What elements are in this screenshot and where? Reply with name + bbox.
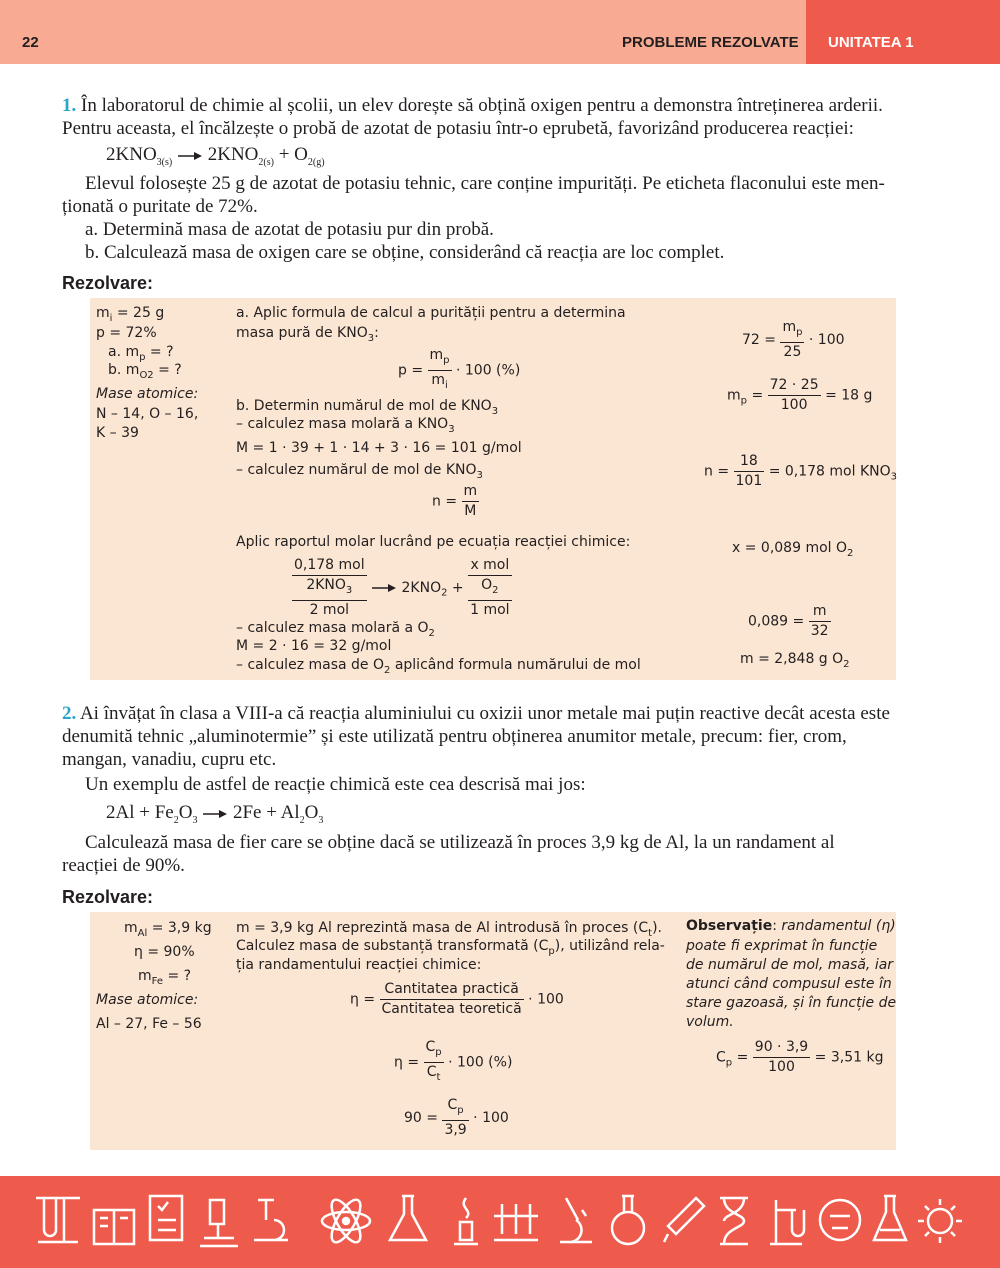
result-cp: $C_p$ = $\frac{90 \cdot 3,9}{100}$ = 3,51 kg bbox=[716, 1039, 884, 1075]
result-pure-mass: $m_p$ = $\frac{72 \cdot 25}{100}$ = 18 g bbox=[727, 377, 873, 413]
step-b-line4: – calculez numărul de mol de $KNO_3$ bbox=[236, 462, 483, 481]
task-a: a. Determină masa de azotat de potasiu pur din probă. bbox=[85, 219, 494, 240]
step-a-line2: masa pură de $KNO_3$: bbox=[236, 325, 379, 344]
observation-line4: atunci când compusul este în bbox=[686, 976, 892, 992]
atomic-masses-label-2: Mase atomice: bbox=[96, 992, 199, 1008]
question-fe: $m_{Fe}$ = ? bbox=[138, 968, 192, 987]
reaction-equation-2: $2Al + Fe_2O_3$ $2Fe + Al_2O_3$ bbox=[106, 802, 324, 826]
problem2-line2: denumită tehnic „aluminotermie” și este utilizată pentru obținerea anumitor metale, precum: fier, crom, bbox=[62, 726, 847, 747]
given-mass: $m_i = 25$ g bbox=[96, 305, 165, 324]
observation-title: Observație: randamentul (η) bbox=[686, 918, 896, 934]
page-header bbox=[0, 0, 1000, 64]
task-b: b. Calculează masa de oxigen care se obține, considerând că reacția are loc complet. bbox=[85, 242, 725, 263]
observation-line5: stare gazoasă, și în funcție de bbox=[686, 995, 897, 1011]
box2-step2: Calculez masa de substanță transformată $(C_p)$, utilizând rela- bbox=[236, 938, 665, 957]
lab-flask-icon bbox=[862, 1190, 918, 1252]
atomic-masses-1: N – 14, O – 16, bbox=[96, 406, 199, 422]
book-icon bbox=[86, 1190, 142, 1252]
atom-icon bbox=[318, 1190, 374, 1252]
step-c-line1: – calculez masa molară a $O_2$ bbox=[236, 620, 435, 639]
molar-ratio-line: Aplic raportul molar lucrând pe ecuația reacției chimice: bbox=[236, 534, 631, 550]
atomic-masses-3: Al – 27, Fe – 56 bbox=[96, 1016, 202, 1032]
step-a-line1: a. Aplic formula de calcul a purității pentru a determina bbox=[236, 305, 626, 321]
moles-formula: n = $\frac{m}{M}$ bbox=[432, 483, 478, 519]
result-purity-eq: 72 = $\frac{m_p}{25}$ · 100 bbox=[742, 319, 845, 360]
result-moles: n = $\frac{18}{101}$ = 0,178 mol $KNO_3$ bbox=[704, 453, 898, 489]
dropper-icon bbox=[656, 1190, 712, 1252]
box2-step3: ția randamentului reacției chimice: bbox=[236, 957, 482, 973]
step-c-line3: – calculez masa de $O_2$ aplicând formula numărului de mol bbox=[236, 657, 641, 676]
resolution-label-1: Rezolvare: bbox=[62, 273, 154, 293]
burner-icon bbox=[438, 1190, 494, 1252]
result-oxygen-mass: m = 2,848 g $O_2$ bbox=[740, 651, 850, 670]
unit-title: UNITATEA 1 bbox=[828, 34, 914, 51]
problem1-line1: 1. În laboratorul de chimie al școlii, un elev dorește să obțină oxigen pentru a demonstra întreținerea arderii. bbox=[62, 95, 883, 116]
problem1-line2: Pentru aceasta, el încălzește o probă de azotat de potasiu într-o eprubetă, favorizând producerea reacției: bbox=[62, 118, 854, 139]
step-b-line1: b. Determin numărul de mol de $KNO_3$ bbox=[236, 398, 499, 417]
flask-icon bbox=[380, 1190, 436, 1252]
problem1-para2: ționată o puritate de 72%. bbox=[62, 196, 258, 217]
observation-line6: volum. bbox=[686, 1014, 734, 1030]
mask-icon bbox=[812, 1190, 868, 1252]
molar-mass-kno3: M = 1 · 39 + 1 · 14 + 3 · 16 = 101 g/mol bbox=[236, 440, 522, 456]
given-al-mass: $m_{Al} = 3,9$ kg bbox=[124, 920, 212, 939]
gear-icon bbox=[912, 1190, 968, 1252]
clipboard-icon bbox=[138, 1190, 194, 1252]
observation-line3: de numărul de mol, masă, iar bbox=[686, 957, 894, 973]
step-b-line2: – calculez masa molară a $KNO_3$ bbox=[236, 416, 455, 435]
test-tube-icon bbox=[30, 1190, 86, 1252]
microscope-icon bbox=[546, 1190, 602, 1252]
given-yield: η = 90% bbox=[134, 944, 195, 960]
given-purity: p = 72% bbox=[96, 325, 157, 341]
round-flask-icon bbox=[600, 1190, 656, 1252]
problem2-line6: reacției de 90%. bbox=[62, 855, 185, 876]
hourglass-icon bbox=[706, 1190, 762, 1252]
molar-mass-o2: M = 2 · 16 = 32 g/mol bbox=[236, 638, 392, 654]
microscope-icon bbox=[190, 1190, 246, 1252]
yield-formula-c: η = $\frac{C_p}{C_t}$ · 100 (%) bbox=[394, 1039, 513, 1083]
page-number: 22 bbox=[22, 34, 39, 51]
purity-formula: p = $\frac{m_p}{m_i}$ · 100 (%) bbox=[398, 347, 521, 391]
yield-equation: 90 = $\frac{C_p}{3,9}$ · 100 bbox=[404, 1097, 509, 1138]
result-mass-eq: 0,089 = $\frac{m}{32}$ bbox=[748, 603, 829, 639]
ratio-equation: 0,178 mol $2KNO_3$ 2 mol $2KNO_2$ + x mol $O_2$ 1 mol bbox=[294, 557, 510, 618]
problem2-line4: Un exemplu de astfel de reacție chimică este cea descrisă mai jos: bbox=[85, 774, 586, 795]
resolution-label-2: Rezolvare: bbox=[62, 887, 154, 907]
footer-band bbox=[0, 1176, 1000, 1268]
stand-icon bbox=[758, 1190, 814, 1252]
question-a: a. $m_p$ = ? bbox=[108, 344, 174, 363]
problem2-line1: 2. Ai învățat în clasa a VIII-a că reacția aluminiului cu oxizii unor metale mai puțin reactive decât acesta este bbox=[62, 703, 890, 724]
problem2-line5: Calculează masa de fier care se obține dacă se utilizează în proces 3,9 kg de Al, la un randament al bbox=[85, 832, 835, 853]
test-tube-rack-icon bbox=[488, 1190, 544, 1252]
microscope-icon bbox=[244, 1190, 300, 1252]
yield-formula: η = $\frac{\text{Cantitatea practică}}{\text{Cantitatea teoretică}}$ · 100 bbox=[350, 981, 564, 1017]
result-x: x = 0,089 mol $O_2$ bbox=[732, 540, 854, 559]
problem1-para1: Elevul folosește 25 g de azotat de potasiu tehnic, care conține impurități. Pe eticheta flaconului este men- bbox=[85, 173, 885, 194]
atomic-masses-2: K – 39 bbox=[96, 425, 139, 441]
header-band bbox=[0, 0, 806, 64]
observation-line2: poate fi exprimat în funcție bbox=[686, 938, 878, 954]
reaction-equation-1: $2KNO_{3(s)}$ $2KNO_{2(s)} + O_{2(g)}$ bbox=[106, 144, 325, 168]
problem2-line3: mangan, vanadiu, cupru etc. bbox=[62, 749, 277, 770]
box2-step1: m = 3,9 kg Al reprezintă masa de Al introdusă în proces $(C_t)$. bbox=[236, 920, 662, 939]
section-title: PROBLEME REZOLVATE bbox=[622, 34, 799, 51]
unit-band bbox=[806, 0, 1000, 64]
atomic-masses-label: Mase atomice: bbox=[96, 386, 199, 402]
question-b: b. $m_{O2}$ = ? bbox=[108, 362, 182, 381]
